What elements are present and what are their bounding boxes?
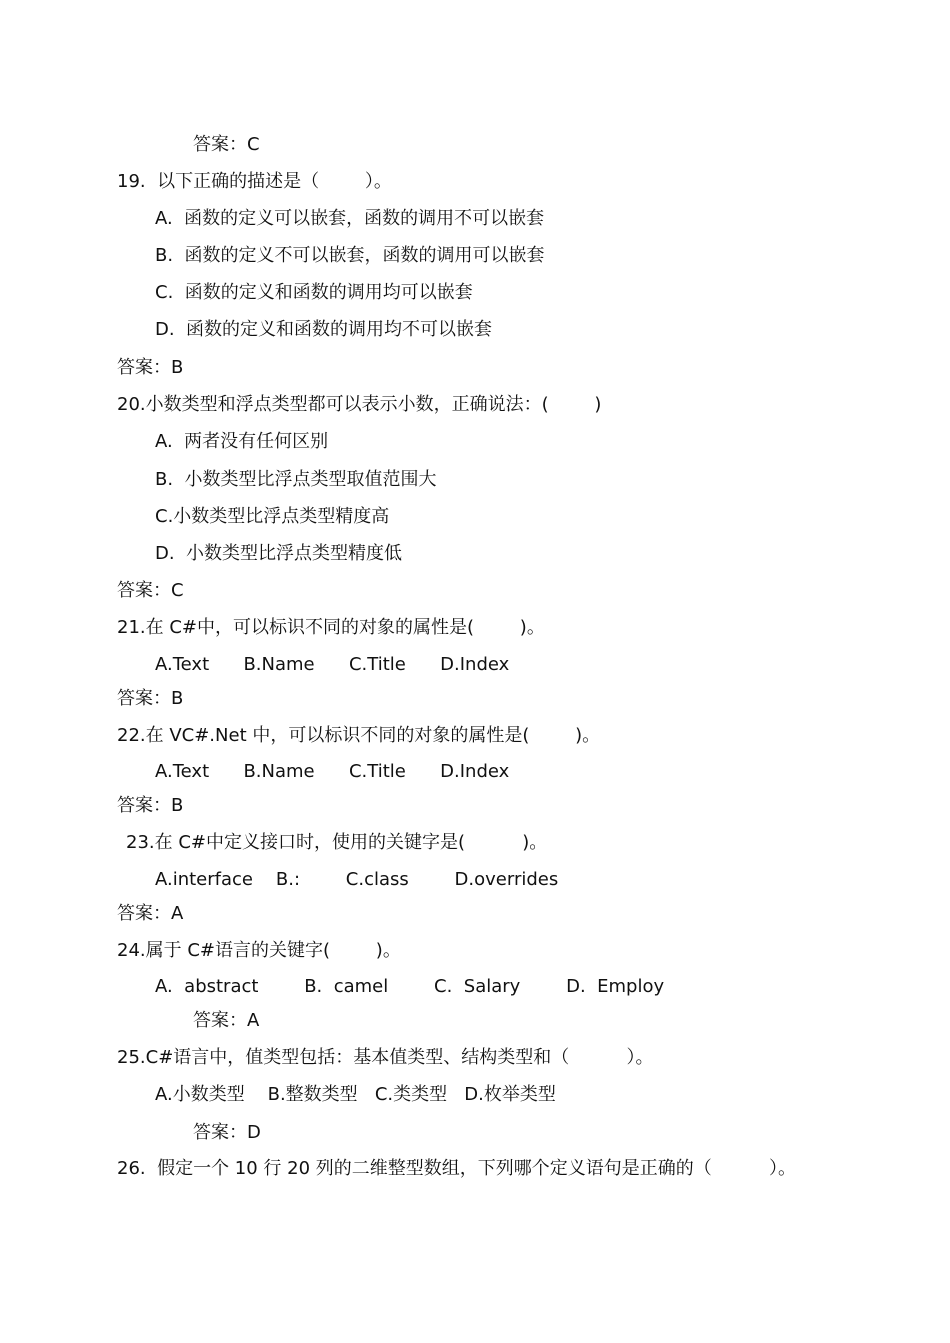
options-22: A.Text B.Name C.Title D.Index	[155, 761, 510, 782]
answer-19: 答案：B	[117, 357, 184, 378]
answer-24: 答案：A	[193, 1010, 260, 1031]
options-25: A.小数类型 B.整数类型 C.类类型 D.枚举类型	[155, 1084, 556, 1105]
option-19-b: B. 函数的定义不可以嵌套，函数的调用可以嵌套	[155, 245, 545, 266]
answer-18: 答案：C	[193, 134, 260, 155]
question-19: 19. 以下正确的描述是（ ）。	[117, 171, 392, 192]
question-22: 22.在 VC#.Net 中，可以标识不同的对象的属性是( )。	[117, 725, 601, 746]
answer-21: 答案：B	[117, 688, 184, 709]
options-21: A.Text B.Name C.Title D.Index	[155, 654, 510, 675]
option-20-a: A. 两者没有任何区别	[155, 431, 329, 452]
options-23: A.interface B.: C.class D.overrides	[155, 869, 559, 890]
answer-25: 答案：D	[193, 1122, 261, 1143]
option-20-d: D. 小数类型比浮点类型精度低	[155, 543, 403, 564]
options-24: A. abstract B. camel C. Salary D. Employ	[155, 976, 665, 997]
option-19-d: D. 函数的定义和函数的调用均不可以嵌套	[155, 319, 493, 340]
option-20-b: B. 小数类型比浮点类型取值范围大	[155, 469, 437, 490]
answer-22: 答案：B	[117, 795, 184, 816]
question-24: 24.属于 C#语言的关键字( )。	[117, 940, 401, 961]
option-20-c: C.小数类型比浮点类型精度高	[155, 506, 390, 527]
answer-23: 答案：A	[117, 903, 184, 924]
question-23: 23.在 C#中定义接口时，使用的关键字是( )。	[126, 832, 548, 853]
question-25: 25.C#语言中，值类型包括：基本值类型、结构类型和（ ）。	[117, 1047, 654, 1068]
question-21: 21.在 C#中，可以标识不同的对象的属性是( )。	[117, 617, 545, 638]
question-20: 20.小数类型和浮点类型都可以表示小数，正确说法：( )	[117, 394, 602, 415]
question-26: 26. 假定一个 10 行 20 列的二维整型数组，下列哪个定义语句是正确的（ ）。	[117, 1158, 796, 1179]
option-19-a: A. 函数的定义可以嵌套，函数的调用不可以嵌套	[155, 208, 545, 229]
option-19-c: C. 函数的定义和函数的调用均可以嵌套	[155, 282, 473, 303]
answer-20: 答案：C	[117, 580, 184, 601]
